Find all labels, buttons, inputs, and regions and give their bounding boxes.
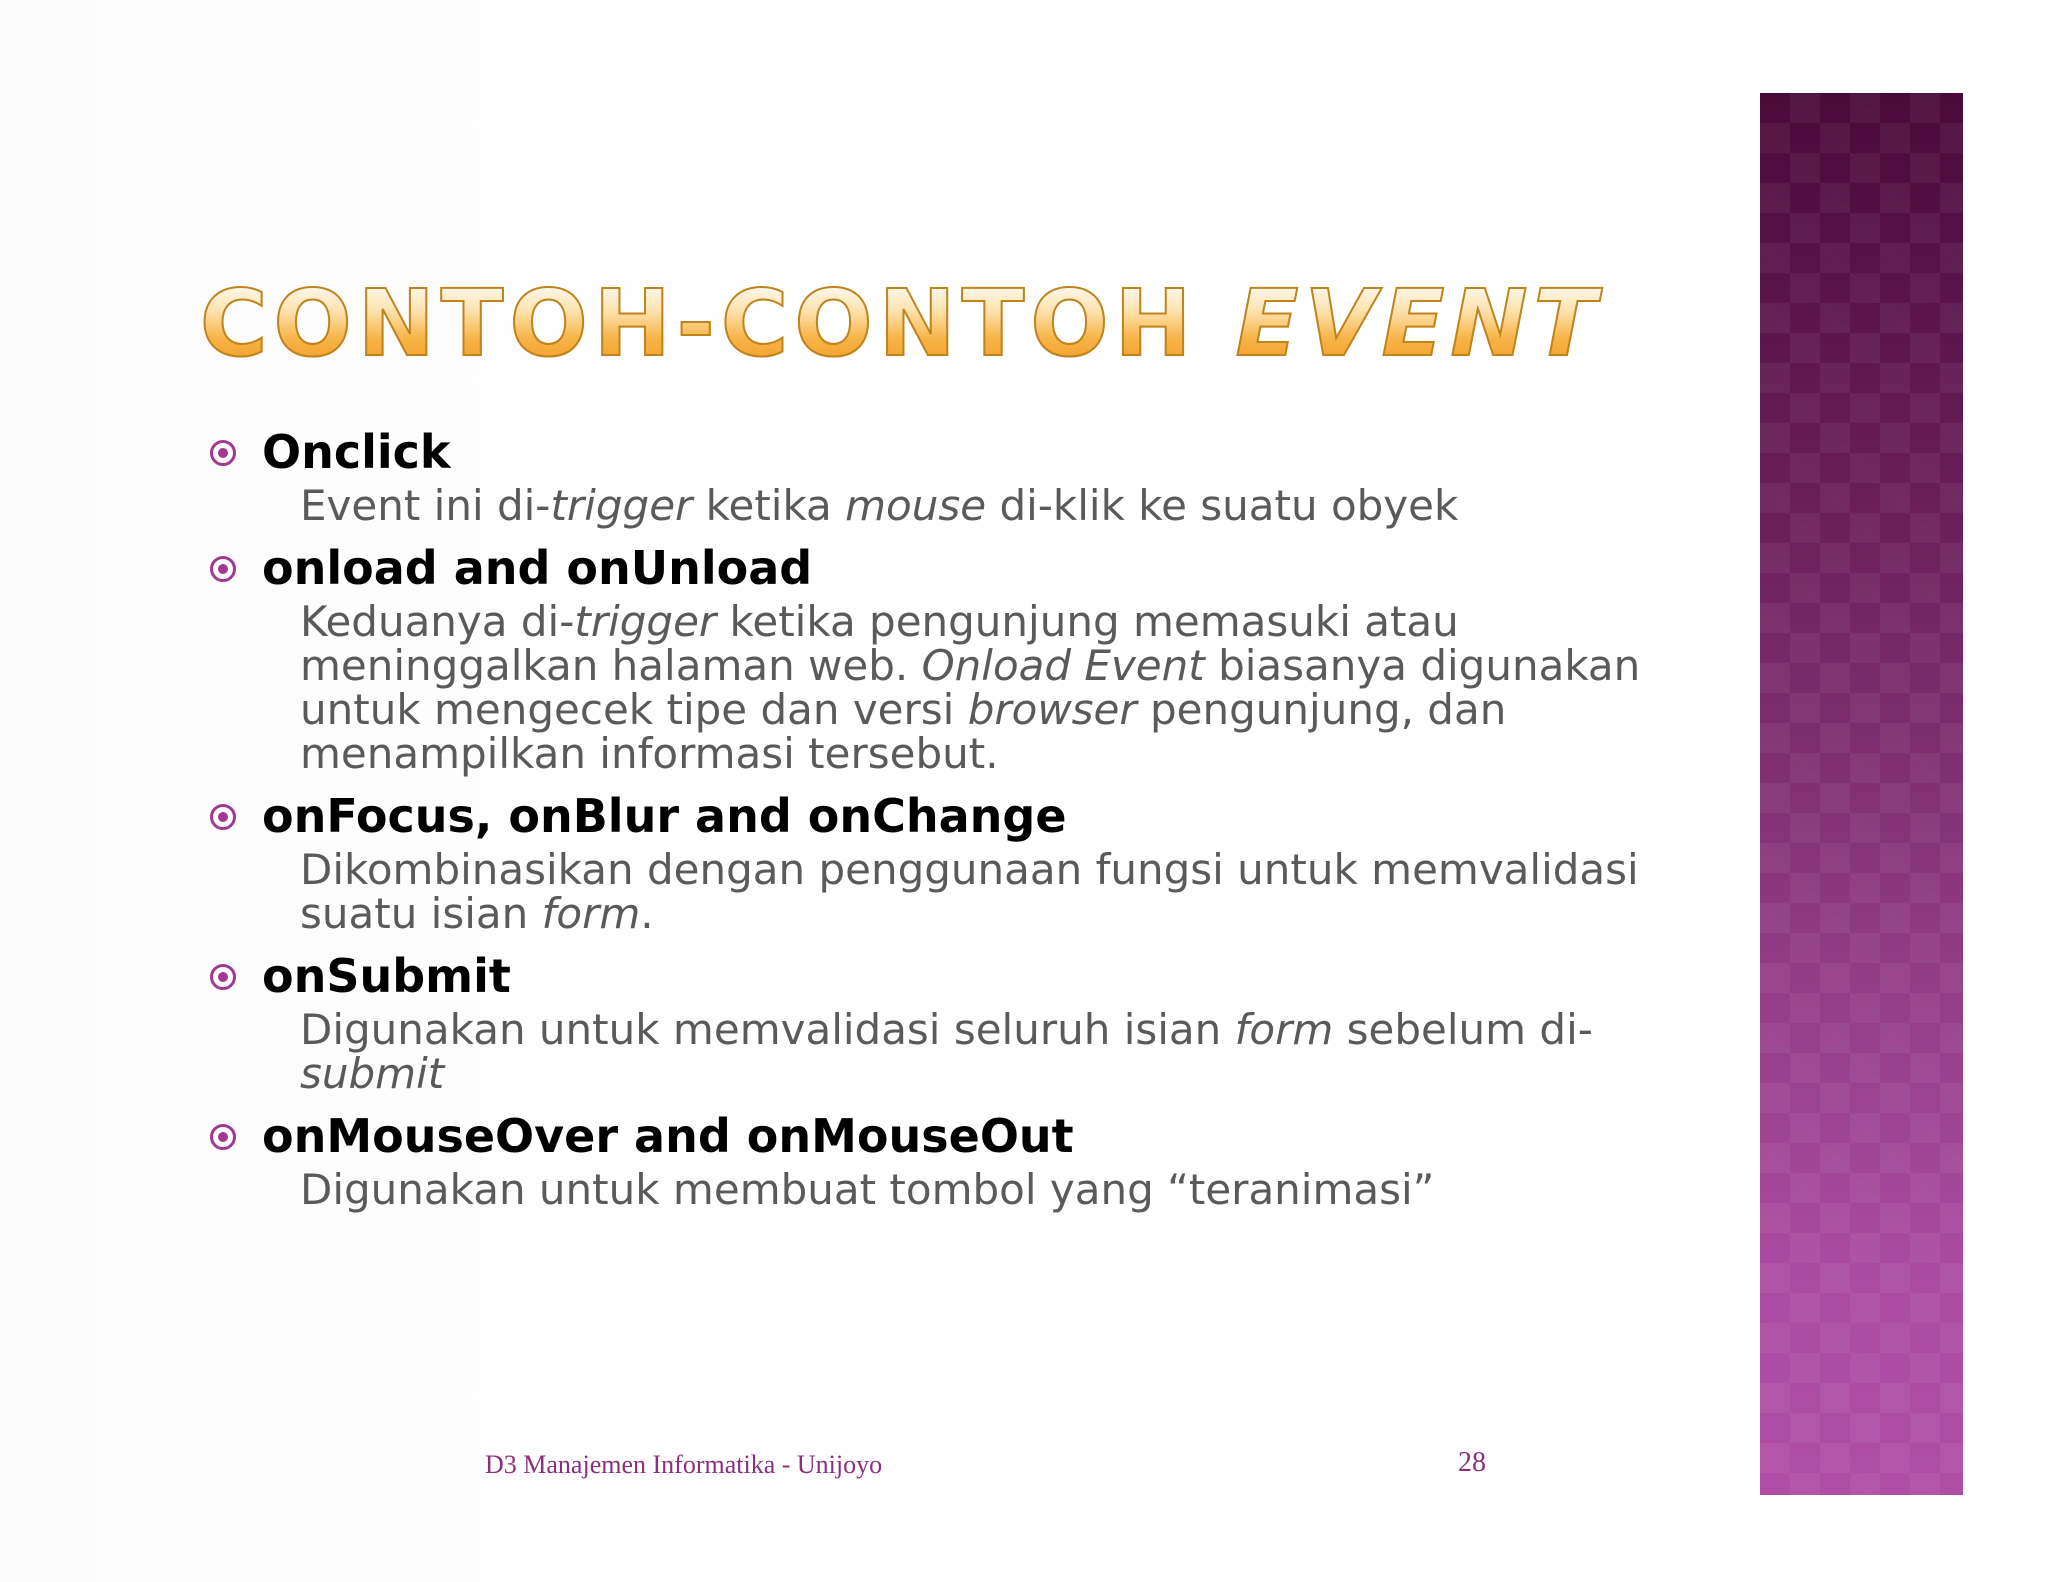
bullet-heading: [200, 946, 1640, 1006]
text-run: menampilkan informasi tersebut.: [300, 729, 999, 778]
text-run: ketika pengunjung memasuki atau: [716, 597, 1459, 646]
bullet-heading-text: onMouseOver and onMouseOut: [262, 1109, 1074, 1163]
page-number: 28: [1458, 1447, 1486, 1478]
description-line: [300, 1049, 1640, 1098]
bullet-heading-text: onFocus, onBlur and onChange: [262, 789, 1067, 843]
description-line: [300, 641, 1641, 690]
bullet-item: [200, 422, 1640, 528]
text-run: .: [640, 889, 654, 938]
italic-term: mouse: [845, 481, 987, 530]
italic-term: browser: [967, 685, 1137, 734]
description-line: [300, 481, 1640, 530]
bullet-description: [200, 597, 1641, 778]
italic-term: trigger: [574, 597, 717, 646]
bullet-item: [200, 1106, 1640, 1212]
bullet-heading: [200, 538, 1640, 598]
bullet-item: [200, 786, 1640, 936]
text-run: Event ini di-: [300, 481, 551, 530]
bullet-description: [200, 481, 1640, 530]
text-run: di-klik ke suatu obyek: [986, 481, 1459, 530]
text-run: suatu isian: [300, 889, 542, 938]
text-run: sebelum di-: [1333, 1005, 1593, 1054]
description-line: [300, 1005, 1640, 1054]
italic-term: submit: [300, 1049, 445, 1098]
bullet-heading: [200, 786, 1640, 846]
radio-bullet-icon: [210, 556, 236, 582]
text-run: ketika: [692, 481, 846, 530]
italic-term: form: [541, 889, 641, 938]
bullet-heading-text: onSubmit: [262, 949, 511, 1003]
bullet-heading-text: onload and onUnload: [262, 541, 813, 595]
side-decoration-band: [1760, 93, 1963, 1495]
diamond-pattern: [1760, 93, 1963, 1495]
description-line: [300, 729, 1640, 778]
bullet-item: [200, 946, 1640, 1096]
description-line: [300, 845, 1640, 894]
text-run: biasanya digunakan: [1204, 641, 1641, 690]
text-run: Keduanya di-: [300, 597, 575, 646]
bullet-heading: [200, 1106, 1640, 1166]
text-run: meninggalkan halaman web.: [300, 641, 922, 690]
slide-title: [200, 270, 1603, 377]
radio-bullet-icon: [210, 964, 236, 990]
bullet-heading-text: Onclick: [262, 425, 451, 479]
bullet-item: [200, 538, 1640, 776]
title-emphasis: EVENT: [1235, 270, 1603, 377]
description-line: [300, 685, 1640, 734]
description-line: [300, 889, 1640, 938]
bullet-heading: [200, 422, 1640, 482]
text-run: untuk mengecek tipe dan versi: [300, 685, 968, 734]
italic-term: trigger: [550, 481, 693, 530]
text-run: Dikombinasikan dengan penggunaan fungsi untuk memvalidasi: [300, 845, 1639, 894]
title-main: CONTOH-CONTOH: [200, 270, 1236, 377]
radio-bullet-icon: [210, 440, 236, 466]
radio-bullet-icon: [210, 804, 236, 830]
bullet-description: [200, 1005, 1640, 1098]
radio-bullet-icon: [210, 1124, 236, 1150]
footer-text: D3 Manajemen Informatika - Unijoyo: [485, 1450, 883, 1479]
italic-term: form: [1234, 1005, 1334, 1054]
text-run: Digunakan untuk memvalidasi seluruh isian: [300, 1005, 1235, 1054]
bullet-description: [200, 1165, 1640, 1214]
description-line: [300, 1165, 1640, 1214]
bullet-list: [200, 422, 1640, 1212]
text-run: pengunjung, dan: [1136, 685, 1507, 734]
text-run: Digunakan untuk membuat tombol yang “teranimasi”: [300, 1165, 1435, 1214]
bullet-description: [200, 845, 1640, 938]
italic-term: Onload Event: [921, 641, 1205, 690]
description-line: [300, 597, 1640, 646]
